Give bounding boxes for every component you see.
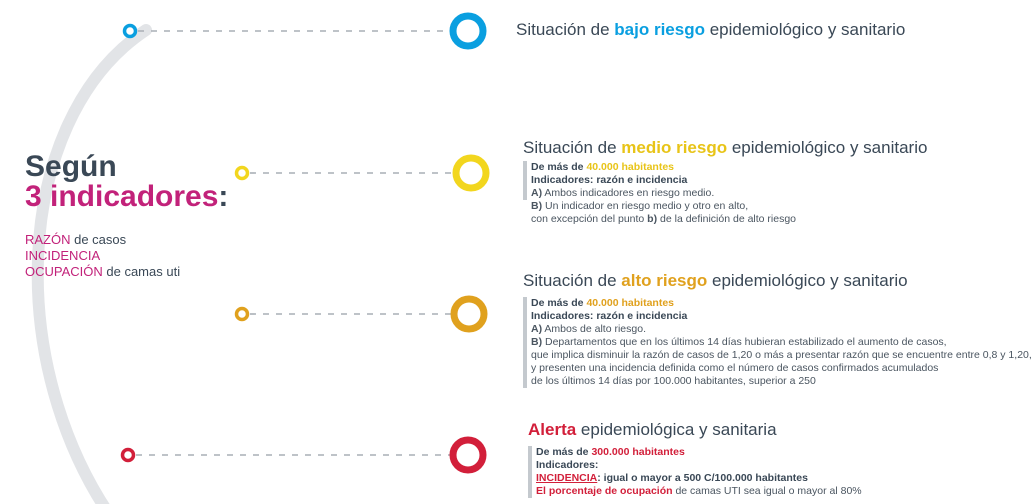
title-post: epidemiológico y sanitario (727, 138, 928, 157)
criteria-mark: A) (531, 187, 543, 199)
title-pre: Situación de (523, 271, 622, 290)
criteria-text: Departamentos que en los últimos 14 días hubieran estabilizado el aumento de casos, (542, 336, 947, 348)
population-value: 40.000 habitantes (586, 161, 674, 173)
occupancy-criteria (536, 485, 862, 498)
node-big-high (454, 299, 484, 329)
alert-details (528, 446, 862, 498)
indicators-line: Indicadores: razón e incidencia (531, 310, 688, 322)
heading-line2-text: 3 indicadores (25, 180, 219, 213)
title-pre: Situación de (516, 20, 615, 39)
indicator-name: OCUPACIÓN (25, 264, 103, 279)
low-risk-title (516, 20, 905, 40)
criteria-text: Un indicador en riesgo medio y otro en alto, (542, 200, 749, 212)
medium-risk-title (523, 138, 927, 158)
criteria-a (531, 323, 1032, 336)
node-small-medium (237, 168, 248, 179)
heading-line2 (25, 182, 228, 212)
indicator-rest: de camas uti (102, 264, 181, 279)
node-small-high (237, 309, 248, 320)
criteria-b (531, 336, 1032, 349)
low-risk-block (516, 20, 905, 40)
population-line (536, 446, 862, 459)
criteria-mark: B) (531, 336, 543, 348)
indicator-name: RAZÓN (25, 232, 71, 247)
criteria-text: de camas UTI sea igual o mayor al 80% (672, 485, 862, 497)
alert-title (528, 420, 862, 440)
title-pre: Situación de (523, 138, 622, 157)
indicator-list (25, 232, 180, 280)
population-line (531, 297, 1032, 310)
criteria-text: Ambos de alto riesgo. (542, 323, 646, 335)
title-emphasis: bajo riesgo (614, 20, 705, 39)
node-big-medium (456, 158, 486, 188)
alert-block (528, 420, 862, 498)
title-emphasis: Alerta (528, 420, 577, 439)
indicator-rest: de casos (70, 232, 127, 247)
population-value: 40.000 habitantes (586, 297, 674, 309)
criteria-emphasis: El porcentaje de ocupación (536, 485, 673, 497)
population-pre: De más de (531, 161, 587, 173)
indicator-item (25, 248, 180, 264)
criteria-b-line3: y presenten una incidencia definida como el número de casos confirmados acumulados (531, 362, 939, 374)
title-emphasis: alto riesgo (621, 271, 708, 290)
indicators-line: Indicadores: (536, 459, 599, 471)
indicator-name: INCIDENCIA (25, 248, 101, 263)
title-post: epidemiológico y sanitario (707, 271, 908, 290)
criteria-text: de la definición de alto riesgo (657, 213, 797, 225)
criteria-mark: A) (531, 323, 543, 335)
criteria-emphasis: INCIDENCIA (536, 472, 598, 484)
criteria-b-line2: que implica disminuir la razón de casos de 1,20 o más a presentar razón que se encuentre entre 0,8 y 1,20, (531, 349, 1032, 361)
title-post: epidemiológico y sanitario (704, 20, 906, 39)
high-risk-details (523, 297, 1032, 388)
criteria-text: Ambos indicadores en riesgo medio. (542, 187, 715, 199)
node-big-alert (453, 440, 483, 470)
criteria-b (523, 200, 927, 213)
criteria-mark: b) (647, 213, 658, 225)
indicators-line: Indicadores: razón e incidencia (531, 174, 688, 186)
high-risk-title (523, 271, 1032, 291)
criteria-text: : igual o mayor a 500 C/100.000 habitantes (597, 472, 808, 484)
criteria-a (531, 187, 927, 200)
criteria-b-line4: de los últimos 14 días por 100.000 habitantes, superior a 250 (531, 375, 816, 387)
main-heading (25, 152, 228, 212)
indicator-item (25, 264, 180, 280)
node-small-alert (123, 450, 134, 461)
high-risk-block (523, 271, 1032, 388)
criteria-text: con excepción del punto (531, 213, 648, 225)
heading-colon: : (218, 180, 229, 213)
medium-risk-block (523, 138, 927, 226)
population-line (531, 161, 927, 174)
heading-line1: Según (25, 150, 117, 183)
incidence-criteria (536, 472, 862, 485)
title-emphasis: medio riesgo (621, 138, 728, 157)
title-post: epidemiológica y sanitaria (576, 420, 777, 439)
medium-risk-details (523, 161, 927, 200)
node-small-low (125, 26, 136, 37)
criteria-mark: B) (531, 200, 543, 212)
population-pre: De más de (531, 297, 587, 309)
population-value: 300.000 habitantes (591, 446, 685, 458)
population-pre: De más de (536, 446, 592, 458)
node-big-low (453, 16, 483, 46)
criteria-b-cont (523, 213, 927, 226)
indicator-item (25, 232, 180, 248)
